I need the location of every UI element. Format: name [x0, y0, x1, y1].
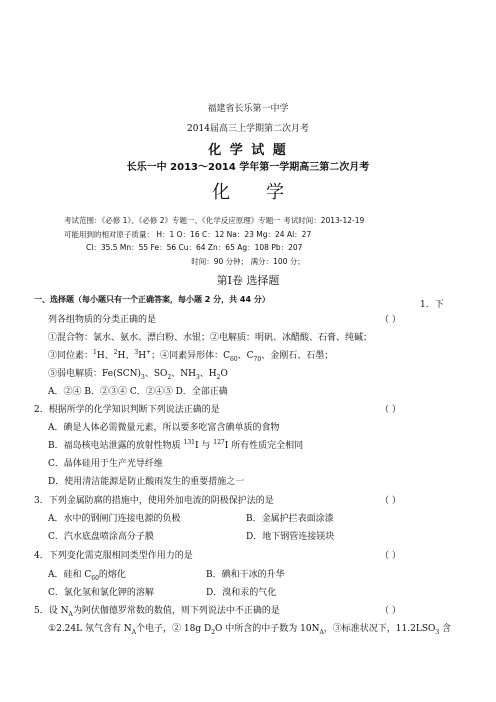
q2-stem: 2．根据所学的化学知识判断下列说法正确的是: [34, 405, 220, 415]
q2-option-c: C．晶体硅用于生产光导纤维: [48, 459, 163, 469]
q2-option-b: B．福岛核电站泄露的放射性物质 $^{131}$I 与 $^{127}$I 所有性质完全相同: [48, 439, 304, 451]
q4-option-a: A．硅和 $C_{60}$的熔化: [48, 570, 126, 582]
q1-item-3: ③同位素：$^1$H、$^2$H、$^3$H+；④同素异形体：$C_{60}$、$C_{70}$、金刚石、石墨；: [48, 349, 334, 363]
q3-stem: 3．下列金属防腐的措施中，使用外加电流的阴极保护法的是: [34, 496, 274, 506]
q3-option-b: B．金属护拦表面涂漆: [246, 514, 334, 524]
q1-number: 1．下: [420, 300, 444, 310]
exam-scope: 考试范围：《必修 1》、《必修 2》专题一、《化学反应原理》专题一 考试时间：2013-12-19: [64, 216, 365, 225]
exam-name: 2014届高三上学期第二次月考: [187, 124, 309, 134]
q3-answer-paren: （ ）: [380, 496, 401, 506]
q3-option-d: D．地下钢管连接镁块: [246, 532, 335, 542]
doc-title: 化 学 试 题: [208, 143, 288, 158]
q3-option-c: C．汽水底盘喷涂高分子膜: [48, 532, 154, 542]
q5-answer-paren: （ ）: [380, 606, 401, 616]
q1-item-1: ①混合物：氯水、氨水、漂白粉、水银；②电解质：明矾、冰醋酸、石膏、纯碱；: [48, 333, 373, 343]
q4-option-d: D．溴和汞的气化: [206, 588, 277, 598]
q2-answer-paren: （ ）: [380, 405, 401, 415]
q1-choices: A．②④ B．②③④ C．②④⑤ D．全部正确: [48, 387, 228, 397]
atomic-masses-line1: 可能用到的相对原子质量： H：1 O：16 C：12 Na：23 Mg：24 Al：27: [64, 230, 312, 239]
q4-option-c: C．氯化氢和氯化钾的溶解: [48, 588, 154, 598]
q5-line-1: ①2.24L 氖气含有 $N_A$个电子，② 18g $D_2O$ 中所含的中子数为 $10N_A$，③标准状况下，$11.2LSO_3$ 含: [48, 624, 452, 636]
q5-stem: 5．设 $N_A$为阿伏伽德罗常数的数值，则下列说法中不正确的是: [34, 606, 280, 618]
q4-option-b: B．碘和干冰的升华: [206, 570, 285, 580]
q1-answer-paren: （ ）: [380, 315, 401, 325]
q2-option-a: A．碘是人体必需微量元素，所以要多吃富含碘单质的食物: [48, 423, 280, 433]
q1-item-5: ⑤弱电解质：$Fe(SCN)_3$、$SO_2$、$NH_3$、$H_2O$: [48, 369, 228, 381]
q4-stem: 4．下列变化需克服相同类型作用力的是: [34, 551, 193, 561]
time-score: 时间：90 分钟； 满分：100 分；: [191, 257, 305, 266]
atomic-masses-line2: Cl：35.5 Mn：55 Fe：56 Cu：64 Zn：65 Ag：108 Pb：207: [86, 243, 303, 252]
q4-answer-paren: （ ）: [380, 551, 401, 561]
school-name: 福建省长乐第一中学: [207, 104, 289, 114]
q2-option-d: D．使用清洁能源是防止酸雨发生的重要措施之一: [48, 477, 245, 487]
banner-subtitle: 长乐一中 2013～2014 学年第一学期高三第二次月考: [126, 162, 370, 173]
banner-title: 化 学: [212, 182, 284, 203]
section-title: 第Ⅰ卷 选择题: [216, 274, 280, 287]
q1-stem: 列各组物质的分类正确的是: [48, 315, 157, 325]
part1-heading: 一、选择题（每小题只有一个正确答案，每小题 2 分，共 44 分）: [34, 295, 270, 304]
q3-option-a: A．水中的钢闸门连接电源的负极: [48, 514, 181, 524]
